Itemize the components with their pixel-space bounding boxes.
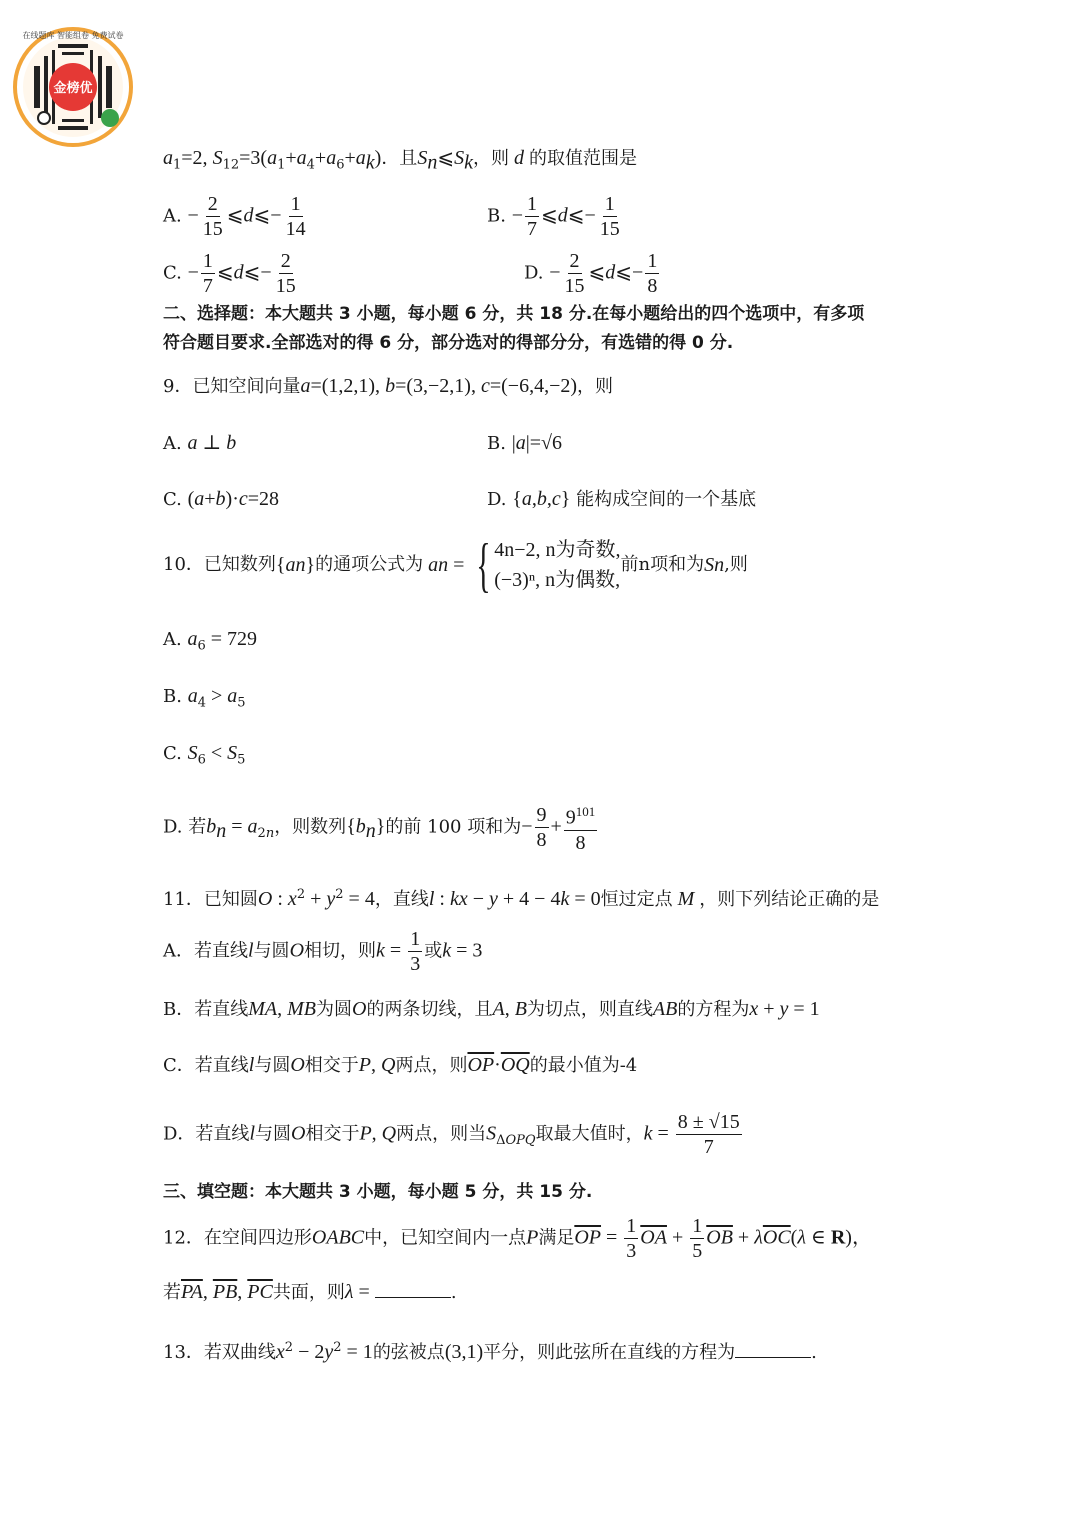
section-2-line-1: 二、选择题：本大题共 3 小题，每小题 6 分，共 18 分.在每小题给出的四个选项中，有多项: [163, 304, 865, 324]
logo-green-dot: [101, 109, 119, 127]
q10-case-2: (−3)ⁿ, n为偶数,: [494, 569, 621, 591]
q10-option-c: C. $S_6 < S_5$: [163, 742, 246, 768]
brand-logo: [12, 26, 134, 148]
q11-option-a: A．若直线l与圆O相切，则k = $\frac{1}{3}$ 或k = 3: [163, 928, 483, 975]
logo-brand-text: 金榜优: [53, 81, 93, 96]
q13-stem: 13．若双曲线$x^2 - 2y^2 = 1$的弦被点(3,1)平分，则此弦所在直线的方程为 .: [163, 1340, 817, 1363]
q13-answer-blank[interactable]: [735, 1341, 811, 1358]
section-2-header: [163, 300, 933, 358]
logo-ring-text: 在线题库 智能组卷 免费试卷: [22, 31, 124, 40]
q12-stem: 12．在空间四边形OABC中，已知空间内一点P满足$\overline{OP}$ = $\frac{1}{3}$ $\overline{OA}$ + $\frac{1}{5}$ $\overline{OB} + \lambda\overline{OC}(\lambda$ ∈ R)，: [163, 1215, 872, 1262]
q9-option-d: D. {a,b,c} 能构成空间的一个基底: [487, 488, 757, 510]
q9-option-c: C. (a+b)·c=28: [163, 488, 280, 510]
q8-option-d: D. − $\frac{2}{15}$ ⩽d⩽− $\frac{1}{8}$: [524, 250, 658, 297]
q10-case-1: 4n−2, n为奇数,: [494, 539, 621, 561]
q11-stem: 11．已知圆O : $x^2 + y^2 = 4$，直线l : kx − y + 4 − 4k = 0恒过定点 M ，则下列结论正确的是: [163, 887, 880, 910]
q11-option-d: D．若直线l与圆O相交于P, Q两点，则当$S_{\Delta OPQ}$取最大值时，k = $\frac{8 \pm √15}{7}$: [163, 1111, 740, 1158]
section-3-header: [163, 1178, 933, 1207]
q9-option-a: A. a ⊥ b: [163, 432, 237, 454]
q10-option-b: B. $a_4 > a_5$: [163, 685, 246, 711]
q8-option-b: B. − $\frac{1}{7}$ ⩽d⩽− $\frac{1}{15}$: [487, 193, 620, 240]
q11-option-b: B．若直线MA, MB为圆O的两条切线，且A, B为切点，则直线AB的方程为x + y = 1: [163, 998, 820, 1020]
q11-option-c: C．若直线l与圆O相交于P, Q两点，则$\overline{OP}\cdot\overline{OQ}$的最小值为-4: [163, 1054, 638, 1076]
q12-answer-blank[interactable]: [375, 1281, 451, 1298]
q8-option-c: C. − $\frac{1}{7}$ ⩽d⩽− $\frac{2}{15}$: [163, 250, 296, 297]
q8-option-a: A. − $\frac{2}{15}$ ⩽d⩽− $\frac{1}{14}$: [163, 193, 306, 240]
q10-option-a: A. $a_6 = 729$: [163, 628, 258, 654]
q9-stem: 9．已知空间向量a=(1,2,1), b=(3,−2,1), c=(−6,4,−2)，则: [163, 375, 614, 397]
q8-stem-line: $a_1=2$, $S_{12}=3(a_1+a_4+a_6+a_k)$．且$S_n⩽S_k$，则 d 的取值范围是: [163, 147, 637, 174]
section-2-line-2: 符合题目要求.全部选对的得 6 分，部分选对的得部分分，有选错的得 0 分.: [163, 333, 734, 353]
q10-stem: 10．已知数列 { a n } 的通项公式为 a n = { 4n−2, n为奇数, (−3)ⁿ, n为偶数, 前n项和为 S n ,则: [163, 532, 748, 598]
q9-option-b: B. |a|=√6: [487, 432, 562, 454]
section-3-line-1: 三、填空题：本大题共 3 小题，每小题 5 分，共 15 分.: [163, 1182, 593, 1202]
q10-option-d: D. 若$b_n = a_{2n}$，则数列$\{b_n\}$的前 100 项和为− $\frac{9}{8}$ + $\frac{9^{101}}{8}$: [163, 800, 599, 855]
q12-line-2: 若$\overline{PA}$, $\overline{PB}$, $\overline{PC}$共面，则λ = .: [163, 1281, 457, 1303]
